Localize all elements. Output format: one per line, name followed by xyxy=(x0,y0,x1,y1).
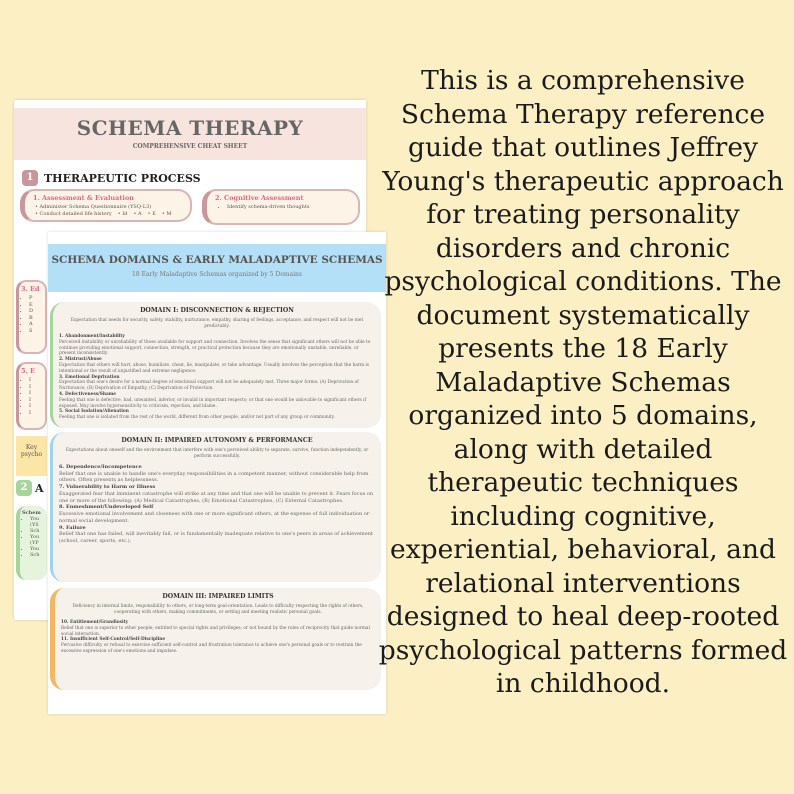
front-page-title: SCHEMA DOMAINS & EARLY MALADAPTIVE SCHEMAS xyxy=(51,254,383,266)
section-number: 2 xyxy=(16,480,32,496)
card-item: • M xyxy=(162,211,172,218)
card-item: • Administer Schema Questionnaire (YSQ-L3) xyxy=(35,204,151,211)
card-title: Schem xyxy=(22,510,41,516)
domain-description: Expectation that needs for security, safety, stability, nurturance, empathy, sharing of feelings, acceptance, and respect will not be met predictably. xyxy=(70,318,364,330)
domain-card xyxy=(50,588,381,690)
schema-text: Belief that one has failed, will inevitably fail, or is fundamentally inadequate relative to one's peers in areas of achievement (school, career, sports, etc.). xyxy=(59,531,373,545)
domain-title: DOMAIN III: IMPAIRED LIMITS xyxy=(162,593,274,600)
schema-text: Expectation that others will hurt, abuse, humiliate, cheat, lie, manipulate, or take advantage. Usually involves the perception that the harm is intentional or the result of unjustified and extreme negligence. xyxy=(59,362,370,374)
schema-text: Expectation that one's desire for a normal degree of emotional support will not be adequately met. Three major forms: (A) Deprivation of Nurturance, (B) Deprivation of Empathy, (C) Deprivation of Protection. xyxy=(59,380,359,392)
card-item: • I xyxy=(29,410,43,417)
card-cognitive-assessment xyxy=(202,189,360,225)
schema-name: 1. Abandonment/Instability xyxy=(59,333,125,339)
schema-card xyxy=(16,506,47,580)
schema-domains-front-page xyxy=(48,232,386,714)
card-5 xyxy=(16,362,47,430)
card-item: • I xyxy=(29,377,43,384)
domain-title: DOMAIN II: IMPAIRED AUTONOMY & PERFORMANCE xyxy=(121,437,313,444)
schema-text: Belief that one is superior to other people; entitled to special rights and privileges; or not bound by the rules of reciprocity that guide normal social interaction. xyxy=(61,625,370,637)
section-number: 1 xyxy=(22,170,38,186)
card-item: • E xyxy=(148,211,156,218)
card-item: • I xyxy=(29,390,43,397)
schema-name: 5. Social Isolation/Alienation xyxy=(59,409,129,415)
schema-name: 4. Defectiveness/Shame xyxy=(59,391,117,397)
back-page-subtitle: COMPREHENSIVE CHEAT SHEET xyxy=(132,143,248,150)
card-3 xyxy=(16,280,47,354)
card-item: • Sch xyxy=(30,552,45,558)
section-title: THERAPEUTIC PROCESS xyxy=(44,171,201,185)
card-item: • You (YS xyxy=(30,516,45,528)
back-page-title: SCHEMA THERAPY xyxy=(76,116,304,140)
schema-text: Exaggerated fear that imminent catastrophe will strike at any time and that one will be unable to prevent it. Fears focus on one or more of the following: (A) Medical Catastrophes, (B) Emotional Catastrophes, (C) External Catastrophes. xyxy=(59,490,374,504)
schema-text: Feeling that one is isolated from the rest of the world, different from other people, and/or not part of any group or community. xyxy=(59,415,335,421)
schema-name: 2. Mistrust/Abuse xyxy=(59,357,102,363)
schema-name: 9. Failure xyxy=(59,524,86,531)
card-assessment xyxy=(20,189,192,222)
schema-text: Belief that one is unable to handle one's everyday responsibilities in a competent manner, without considerable help from others. Often presents as helplessness. xyxy=(59,470,369,484)
card-item: • B xyxy=(29,315,43,322)
domain-card xyxy=(50,432,381,582)
key-note: Key psycho xyxy=(16,436,47,476)
schema-text: Feeling that one is defective, bad, unwanted, inferior, or invalid in important respects; or that one would be unlovable to significant others if exposed. May involve hypersensitivity to criticism, rejection, and blame. xyxy=(59,397,367,409)
front-page-header xyxy=(48,244,386,292)
card-item: • S xyxy=(29,328,43,335)
card-title: 2. Cognitive Assessment xyxy=(215,194,304,202)
card-item: • I xyxy=(29,397,43,404)
card-item: • P xyxy=(29,295,43,302)
schema-name: 3. Emotional Deprivation xyxy=(59,374,120,380)
card-item: • Sch xyxy=(30,528,45,534)
card-item: • E xyxy=(29,302,43,309)
schema-name: 10. Entitlement/Grandiosity xyxy=(61,619,129,625)
schema-text: Pervasive difficulty or refusal to exercise sufficient self-control and frustration tolerance to achieve one's personal goals or to restrain the excessive expression of one's emotions and impulses. xyxy=(61,643,362,654)
card-item: • A xyxy=(133,211,141,218)
card-title: 5. E xyxy=(21,367,36,375)
section-2 xyxy=(16,480,44,496)
back-page-header xyxy=(14,108,366,160)
card-item: • A xyxy=(29,321,43,328)
domain-title: DOMAIN I: DISCONNECTION & REJECTION xyxy=(140,307,294,314)
card-item: • Identify schema-driven thoughts xyxy=(227,204,350,211)
card-item: • You (YP xyxy=(30,534,45,546)
card-item: • Conduct detailed life history xyxy=(35,211,112,218)
product-description: This is a comprehensive Schema Therapy reference guide that outlines Jeffrey Young's therapeutic approach for treating personality disorders and chronic psychological conditions. The document systematically presents the 18 Early Maladaptive Schemas organized into 5 domains, along with detailed therapeutic techniques including cognitive, experiential, behavioral, and relational interventions designed to heal deep-rooted psychological patterns formed in childhood. xyxy=(378,65,788,699)
schema-name: 6. Dependence/Incompetence xyxy=(59,463,142,470)
card-item: • You xyxy=(30,546,45,552)
card-title: 1. Assessment & Evaluation xyxy=(33,194,134,202)
section-title: A xyxy=(35,481,44,495)
schema-name: 8. Enmeshment/Undeveloped Self xyxy=(59,504,154,511)
card-item: • I xyxy=(29,403,43,410)
section-therapeutic-process xyxy=(22,170,366,186)
card-item: • D xyxy=(29,308,43,315)
schema-text: Excessive emotional involvement and closeness with one or more significant others, at the expense of full individuation or normal social development. xyxy=(59,511,370,524)
domain-card xyxy=(50,302,381,428)
card-item: • I xyxy=(29,384,43,391)
schema-name: 7. Vulnerability to Harm or Illness xyxy=(59,484,156,491)
card-title: 3. Ed xyxy=(21,285,40,293)
schema-text: Perceived instability or unreliability of those available for support and connection. Involves the sense that significant others will not be able to continue providing emotional support, connection, strength, or practical protection because they are emotionally unstable, unreliable, or present inconsistently. xyxy=(59,339,371,357)
domain-description: Deficiency in internal limits, responsibility to others, or long-term goal-orientation. Leads to difficulty respecting the rights of others, cooperating with others, making commitments, or setting and meeting realistic personal goals. xyxy=(72,604,364,616)
domain-description: Expectations about oneself and the environment that interfere with one's perceived ability to separate, survive, function independently, or perform successfully. xyxy=(65,448,369,460)
card-item: • Id xyxy=(118,211,128,218)
front-page-subtitle: 18 Early Maladaptive Schemas organized by 5 Domains xyxy=(132,271,302,278)
schema-name: 11. Insufficient Self-Control/Self-Discipline xyxy=(61,637,166,643)
